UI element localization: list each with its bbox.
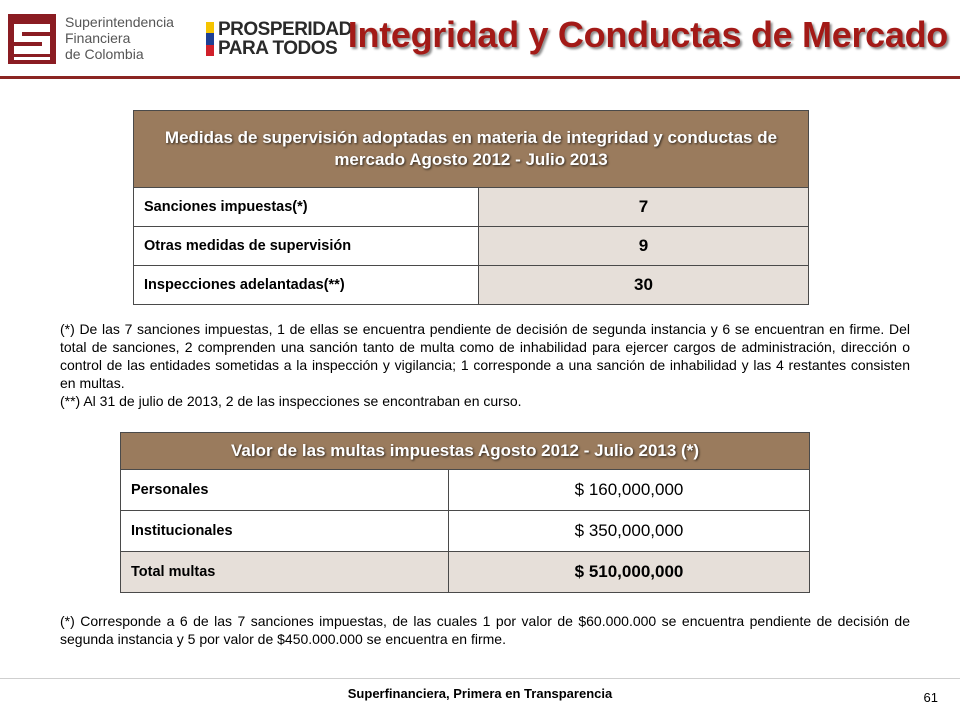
prosperidad-line-1: PROSPERIDAD <box>218 19 352 40</box>
prosperidad-logo-text <box>218 20 352 58</box>
table-row <box>134 188 809 227</box>
row-value: 30 <box>479 266 809 305</box>
page-title: Integridad y Conductas de Mercado <box>347 14 948 55</box>
prosperidad-logo <box>206 18 356 62</box>
medidas-footnote-sanciones: (*) De las 7 sanciones impuestas, 1 de ellas se encuentra pendiente de decisión de segunda instancia y 6 se encuentran en firme. Del total de sanciones, 2 comprenden una sanción tanto de multa como de inhabilidad para ejercer cargos de administración, dirección o control de las entidades sometidas a la inspección y vigilancia; 1 corresponde a una sanción de inhabilidad y las 4 restantes consisten en multas. <box>60 321 910 391</box>
medidas-footnote-inspecciones: (**) Al 31 de julio de 2013, 2 de las inspecciones se encontraban en curso. <box>60 393 522 409</box>
row-value: $ 350,000,000 <box>449 511 810 552</box>
row-label: Institucionales <box>121 511 449 552</box>
footer-divider <box>0 678 960 679</box>
total-value: $ 510,000,000 <box>449 552 810 593</box>
multas-footnote: (*) Corresponde a 6 de las 7 sanciones impuestas, de las cuales 1 por valor de $60.000.000 se encuentra pendiente de decisión de segunda instancia y 5 por valor de $450.000.000 se encuentra en firme. <box>60 613 910 647</box>
medidas-table-heading: Medidas de supervisión adoptadas en materia de integridad y conductas de mercado Agosto 2012 - Julio 2013 <box>134 111 809 188</box>
table-row <box>134 266 809 305</box>
multas-table-heading: Valor de las multas impuestas Agosto 2012 - Julio 2013 (*) <box>121 433 810 470</box>
superintendencia-logo-text: Superintendencia Financiera de Colombia <box>65 14 174 62</box>
colombia-flag-icon <box>206 22 214 56</box>
medidas-table <box>133 110 809 305</box>
footer-slogan: Superfinanciera, Primera en Transparencia <box>347 686 613 701</box>
table-row-total <box>121 552 810 593</box>
total-label: Total multas <box>121 552 449 593</box>
row-value: $ 160,000,000 <box>449 470 810 511</box>
superintendencia-emblem-icon <box>8 14 56 64</box>
prosperidad-line-2: PARA TODOS <box>218 38 338 59</box>
page-number: 61 <box>923 690 938 705</box>
row-label: Personales <box>121 470 449 511</box>
row-label: Otras medidas de supervisión <box>134 227 479 266</box>
table-row <box>134 227 809 266</box>
table-row <box>121 470 810 511</box>
superintendencia-logo <box>8 12 183 68</box>
medidas-footnote <box>60 320 910 410</box>
row-label: Inspecciones adelantadas(**) <box>134 266 479 305</box>
header-divider <box>0 76 960 79</box>
table-row <box>121 511 810 552</box>
multas-table <box>120 432 810 593</box>
row-value: 7 <box>479 188 809 227</box>
row-value: 9 <box>479 227 809 266</box>
row-label: Sanciones impuestas(*) <box>134 188 479 227</box>
